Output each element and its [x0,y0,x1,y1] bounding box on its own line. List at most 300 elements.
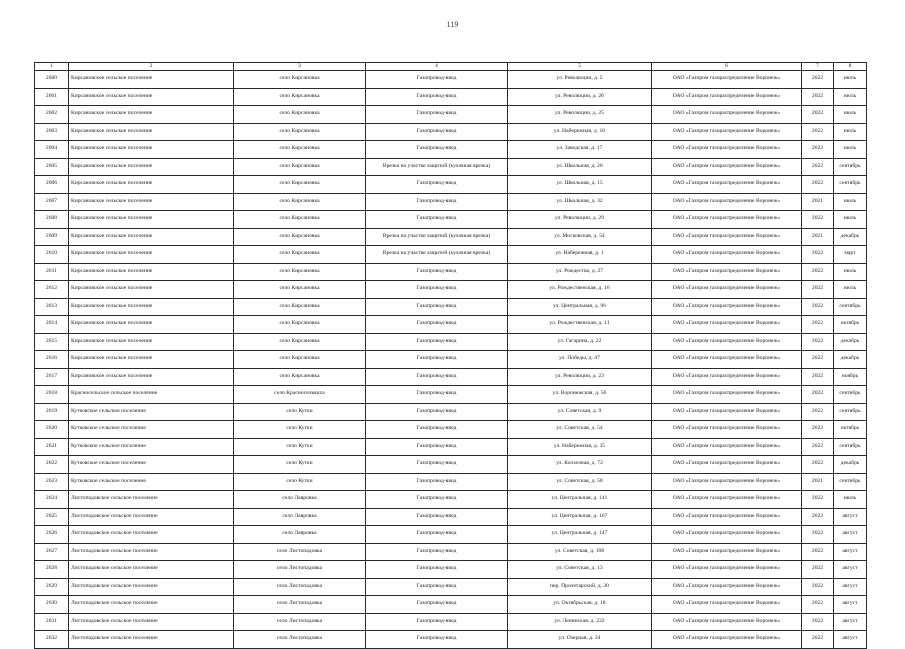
settlement-cell: Кирсановское сельское поселение [69,298,234,316]
year-cell: 2022 [802,491,834,509]
settlement-cell: Листопадовское сельское поселение [69,631,234,649]
header-cell: 5 [508,63,652,71]
row-number-cell: 2619 [35,403,69,421]
table-row [35,386,867,404]
table-row [35,123,867,141]
address-cell: ул. Центральная, д. 141 [508,491,652,509]
month-cell: июль [834,211,867,229]
settlement-cell: Кутковское сельское поселение [69,438,234,456]
owner-cell: ОАО «Газпром газораспределение Воронеж» [652,508,802,526]
settlement-cell: Красносельское сельское поселение [69,386,234,404]
table-row [35,298,867,316]
row-number-cell: 2602 [35,106,69,124]
address-cell: ул. Советская, д. 9 [508,403,652,421]
address-cell: ул. Колхозная, д. 72 [508,456,652,474]
table-row [35,368,867,386]
settlement-cell: Кирсановское сельское поселение [69,333,234,351]
settlement-cell: Кирсановское сельское поселение [69,228,234,246]
owner-cell: ОАО «Газпром газораспределение Воронеж» [652,106,802,124]
village-cell: село Кирсановка [234,316,366,334]
owner-cell: ОАО «Газпром газораспределение Воронеж» [652,123,802,141]
owner-cell: ОАО «Газпром газораспределение Воронеж» [652,211,802,229]
owner-cell: ОАО «Газпром газораспределение Воронеж» [652,246,802,264]
settlement-cell: Кутковское сельское поселение [69,456,234,474]
row-number-cell: 2621 [35,438,69,456]
object-cell: Газопровод-ввод [366,421,508,439]
year-cell: 2022 [802,263,834,281]
object-cell: Врезка на участке защитой (кулачная врезка) [366,158,508,176]
table-row [35,228,867,246]
address-cell: ул. Набережная, д. 35 [508,438,652,456]
village-cell: село Кирсановка [234,193,366,211]
row-number-cell: 2608 [35,211,69,229]
address-cell: ул. Рождественская, д. 11 [508,316,652,334]
address-cell: ул. Советская, д. 54 [508,421,652,439]
settlement-cell: Листопадовское сельское поселение [69,491,234,509]
row-number-cell: 2611 [35,263,69,281]
year-cell: 2022 [802,298,834,316]
table-row [35,613,867,631]
object-cell: Газопровод-ввод [366,298,508,316]
address-cell: пер. Пролетарский, д. 20 [508,578,652,596]
year-cell: 2022 [802,526,834,544]
header-cell: 2 [69,63,234,71]
row-number-cell: 2605 [35,158,69,176]
row-number-cell: 2629 [35,578,69,596]
owner-cell: ОАО «Газпром газораспределение Воронеж» [652,368,802,386]
address-cell: ул. Набережная, д. 10 [508,123,652,141]
month-cell: август [834,508,867,526]
owner-cell: ОАО «Газпром газораспределение Воронеж» [652,561,802,579]
owner-cell: ОАО «Газпром газораспределение Воронеж» [652,421,802,439]
month-cell: ноябрь [834,368,867,386]
year-cell: 2021 [802,473,834,491]
month-cell: июль [834,88,867,106]
year-cell: 2021 [802,193,834,211]
row-number-cell: 2607 [35,193,69,211]
table-row [35,141,867,159]
row-number-cell: 2609 [35,228,69,246]
owner-cell: ОАО «Газпром газораспределение Воронеж» [652,158,802,176]
table-row [35,508,867,526]
table-row [35,351,867,369]
month-cell: август [834,578,867,596]
village-cell: село Лавровка [234,508,366,526]
settlement-cell: Кутковское сельское поселение [69,421,234,439]
settlement-cell: Листопадовское сельское поселение [69,561,234,579]
village-cell: село Кутки [234,438,366,456]
address-cell: ул. Озерная, д. 34 [508,631,652,649]
table-body [35,71,867,649]
row-number-cell: 2632 [35,631,69,649]
row-number-cell: 2624 [35,491,69,509]
object-cell: Врезка на участке защитой (кулачная врезка) [366,228,508,246]
year-cell: 2022 [802,281,834,299]
row-number-cell: 2622 [35,456,69,474]
year-cell: 2022 [802,596,834,614]
owner-cell: ОАО «Газпром газораспределение Воронеж» [652,71,802,89]
village-cell: село Кирсановка [234,158,366,176]
table-row [35,281,867,299]
village-cell: село Листопадовка [234,596,366,614]
table-row [35,456,867,474]
row-number-cell: 2616 [35,351,69,369]
year-cell: 2022 [802,141,834,159]
month-cell: август [834,561,867,579]
object-cell: Газопровод-ввод [366,106,508,124]
settlement-cell: Кутковское сельское поселение [69,473,234,491]
address-cell: ул. Революции, д. 5 [508,71,652,89]
settlement-cell: Кирсановское сельское поселение [69,106,234,124]
year-cell: 2022 [802,211,834,229]
settlement-cell: Кирсановское сельское поселение [69,193,234,211]
owner-cell: ОАО «Газпром газораспределение Воронеж» [652,526,802,544]
village-cell: село Кирсановка [234,211,366,229]
village-cell: село Кирсановка [234,106,366,124]
settlement-cell: Кирсановское сельское поселение [69,88,234,106]
year-cell: 2022 [802,438,834,456]
row-number-cell: 2631 [35,613,69,631]
village-cell: село Кирсановка [234,141,366,159]
year-cell: 2022 [802,578,834,596]
header-cell: 6 [652,63,802,71]
settlement-cell: Листопадовское сельское поселение [69,526,234,544]
owner-cell: ОАО «Газпром газораспределение Воронеж» [652,403,802,421]
settlement-cell: Кутковское сельское поселение [69,403,234,421]
row-number-cell: 2626 [35,526,69,544]
header-cell: 3 [234,63,366,71]
year-cell: 2022 [802,421,834,439]
address-cell: ул. Ленинская, д. 222 [508,613,652,631]
address-cell: ул. Заводская, д. 17 [508,141,652,159]
settlement-cell: Кирсановское сельское поселение [69,263,234,281]
object-cell: Газопровод-ввод [366,176,508,194]
object-cell: Газопровод-ввод [366,263,508,281]
address-cell: ул. Революции, д. 29 [508,211,652,229]
address-cell: ул. Победы, д. 47 [508,351,652,369]
object-cell: Газопровод-ввод [366,543,508,561]
year-cell: 2022 [802,316,834,334]
owner-cell: ОАО «Газпром газораспределение Воронеж» [652,596,802,614]
month-cell: сентябрь [834,438,867,456]
table-row [35,578,867,596]
month-cell: сентябрь [834,473,867,491]
month-cell: август [834,543,867,561]
object-cell: Газопровод-ввод [366,211,508,229]
year-cell: 2022 [802,88,834,106]
address-cell: ул. Центральная, д. 147 [508,526,652,544]
address-cell: ул. Воронежская, д. 56 [508,386,652,404]
object-cell: Газопровод-ввод [366,456,508,474]
table-row [35,473,867,491]
object-cell: Газопровод-ввод [366,368,508,386]
year-cell: 2022 [802,508,834,526]
object-cell: Газопровод-ввод [366,596,508,614]
village-cell: село Кирсановка [234,176,366,194]
table-row [35,333,867,351]
village-cell: село Кирсановка [234,368,366,386]
address-cell: ул. Гагарина, д. 22 [508,333,652,351]
owner-cell: ОАО «Газпром газораспределение Воронеж» [652,193,802,211]
owner-cell: ОАО «Газпром газораспределение Воронеж» [652,141,802,159]
village-cell: село Кирсановка [234,71,366,89]
year-cell: 2022 [802,368,834,386]
owner-cell: ОАО «Газпром газораспределение Воронеж» [652,473,802,491]
row-number-cell: 2603 [35,123,69,141]
header-cell: 4 [366,63,508,71]
month-cell: июль [834,263,867,281]
year-cell: 2022 [802,123,834,141]
village-cell: село Кутки [234,421,366,439]
month-cell: июль [834,193,867,211]
table-row [35,491,867,509]
table-row [35,596,867,614]
address-cell: ул. Рождественская, д. 16 [508,281,652,299]
settlement-cell: Кирсановское сельское поселение [69,123,234,141]
object-cell: Газопровод-ввод [366,403,508,421]
object-cell: Газопровод-ввод [366,438,508,456]
row-number-cell: 2620 [35,421,69,439]
table-row [35,263,867,281]
settlement-cell: Кирсановское сельское поселение [69,158,234,176]
year-cell: 2022 [802,333,834,351]
settlement-cell: Кирсановское сельское поселение [69,368,234,386]
month-cell: октябрь [834,316,867,334]
table-row [35,421,867,439]
month-cell: март [834,246,867,264]
object-cell: Газопровод-ввод [366,333,508,351]
village-cell: село Лавровка [234,491,366,509]
year-cell: 2022 [802,158,834,176]
village-cell: село Листопадовка [234,613,366,631]
village-cell: село Кирсановка [234,263,366,281]
address-cell: ул. Центральная, д. 167 [508,508,652,526]
year-cell: 2022 [802,613,834,631]
year-cell: 2022 [802,176,834,194]
row-number-cell: 2617 [35,368,69,386]
month-cell: июль [834,123,867,141]
month-cell: сентябрь [834,176,867,194]
address-cell: ул. Советская, д. 58 [508,473,652,491]
table-row [35,176,867,194]
object-cell: Газопровод-ввод [366,193,508,211]
header-cell: 7 [802,63,834,71]
month-cell: август [834,526,867,544]
object-cell: Газопровод-ввод [366,578,508,596]
year-cell: 2021 [802,228,834,246]
year-cell: 2022 [802,631,834,649]
village-cell: село Кирсановка [234,123,366,141]
year-cell: 2022 [802,403,834,421]
year-cell: 2022 [802,456,834,474]
table-row [35,316,867,334]
village-cell: село Красносельчиха [234,386,366,404]
owner-cell: ОАО «Газпром газораспределение Воронеж» [652,263,802,281]
month-cell: июль [834,141,867,159]
row-number-cell: 2600 [35,71,69,89]
address-cell: ул. Центральная, д. 96 [508,298,652,316]
registry-table [34,62,867,649]
month-cell: сентябрь [834,386,867,404]
owner-cell: ОАО «Газпром газораспределение Воронеж» [652,386,802,404]
object-cell: Газопровод-ввод [366,561,508,579]
object-cell: Газопровод-ввод [366,141,508,159]
row-number-cell: 2604 [35,141,69,159]
object-cell: Газопровод-ввод [366,526,508,544]
settlement-cell: Кирсановское сельское поселение [69,71,234,89]
table-row [35,543,867,561]
village-cell: село Кирсановка [234,298,366,316]
owner-cell: ОАО «Газпром газораспределение Воронеж» [652,316,802,334]
page-number: 119 [446,20,459,29]
address-cell: ул. Революции, д. 26 [508,88,652,106]
year-cell: 2022 [802,561,834,579]
month-cell: август [834,596,867,614]
object-cell: Газопровод-ввод [366,491,508,509]
village-cell: село Листопадовка [234,631,366,649]
row-number-cell: 2606 [35,176,69,194]
header-cell: 8 [834,63,867,71]
village-cell: село Кутки [234,403,366,421]
owner-cell: ОАО «Газпром газораспределение Воронеж» [652,281,802,299]
year-cell: 2022 [802,351,834,369]
month-cell: июль [834,491,867,509]
month-cell: август [834,631,867,649]
year-cell: 2022 [802,71,834,89]
object-cell: Газопровод-ввод [366,123,508,141]
owner-cell: ОАО «Газпром газораспределение Воронеж» [652,438,802,456]
month-cell: август [834,613,867,631]
month-cell: июль [834,71,867,89]
object-cell: Газопровод-ввод [366,316,508,334]
table-row [35,631,867,649]
owner-cell: ОАО «Газпром газораспределение Воронеж» [652,333,802,351]
row-number-cell: 2601 [35,88,69,106]
settlement-cell: Кирсановское сельское поселение [69,281,234,299]
table-row [35,158,867,176]
village-cell: село Кирсановка [234,88,366,106]
address-cell: ул. Набережная, д. 1 [508,246,652,264]
owner-cell: ОАО «Газпром газораспределение Воронеж» [652,491,802,509]
address-cell: ул. Советская, д. 13 [508,561,652,579]
row-number-cell: 2618 [35,386,69,404]
settlement-cell: Листопадовское сельское поселение [69,596,234,614]
month-cell: июль [834,106,867,124]
table-row [35,71,867,89]
header-cell: 1 [35,63,69,71]
row-number-cell: 2623 [35,473,69,491]
row-number-cell: 2625 [35,508,69,526]
owner-cell: ОАО «Газпром газораспределение Воронеж» [652,631,802,649]
table-row [35,211,867,229]
year-cell: 2022 [802,106,834,124]
address-cell: ул. Школьная, д. 32 [508,193,652,211]
object-cell: Газопровод-ввод [366,281,508,299]
row-number-cell: 2613 [35,298,69,316]
address-cell: ул. Рождества, д. 27 [508,263,652,281]
month-cell: декабрь [834,456,867,474]
object-cell: Газопровод-ввод [366,473,508,491]
village-cell: село Кирсановка [234,281,366,299]
row-number-cell: 2614 [35,316,69,334]
address-cell: ул. Школьная, д. 26 [508,158,652,176]
village-cell: село Кирсановка [234,228,366,246]
month-cell: декабрь [834,333,867,351]
village-cell: село Кирсановка [234,246,366,264]
object-cell: Газопровод-ввод [366,631,508,649]
village-cell: село Листопадовка [234,543,366,561]
address-cell: ул. Московская, д. 54 [508,228,652,246]
object-cell: Газопровод-ввод [366,88,508,106]
settlement-cell: Кирсановское сельское поселение [69,176,234,194]
village-cell: село Кирсановка [234,333,366,351]
owner-cell: ОАО «Газпром газораспределение Воронеж» [652,298,802,316]
village-cell: село Кутки [234,456,366,474]
header-row [35,63,867,71]
settlement-cell: Листопадовское сельское поселение [69,508,234,526]
month-cell: сентябрь [834,298,867,316]
owner-cell: ОАО «Газпром газораспределение Воронеж» [652,176,802,194]
object-cell: Газопровод-ввод [366,351,508,369]
table-row [35,526,867,544]
row-number-cell: 2612 [35,281,69,299]
owner-cell: ОАО «Газпром газораспределение Воронеж» [652,578,802,596]
table-row [35,403,867,421]
row-number-cell: 2627 [35,543,69,561]
address-cell: ул. Революции, д. 23 [508,368,652,386]
settlement-cell: Листопадовское сельское поселение [69,613,234,631]
object-cell: Газопровод-ввод [366,71,508,89]
object-cell: Газопровод-ввод [366,386,508,404]
year-cell: 2022 [802,386,834,404]
owner-cell: ОАО «Газпром газораспределение Воронеж» [652,88,802,106]
month-cell: октябрь [834,421,867,439]
table-row [35,438,867,456]
settlement-cell: Кирсановское сельское поселение [69,351,234,369]
village-cell: село Кирсановка [234,351,366,369]
month-cell: сентябрь [834,158,867,176]
village-cell: село Листопадовка [234,561,366,579]
address-cell: ул. Советская, д. 108 [508,543,652,561]
table-row [35,246,867,264]
row-number-cell: 2630 [35,596,69,614]
settlement-cell: Кирсановское сельское поселение [69,141,234,159]
village-cell: село Кутки [234,473,366,491]
settlement-cell: Листопадовское сельское поселение [69,543,234,561]
table-row [35,193,867,211]
owner-cell: ОАО «Газпром газораспределение Воронеж» [652,351,802,369]
row-number-cell: 2628 [35,561,69,579]
settlement-cell: Кирсановское сельское поселение [69,246,234,264]
address-cell: ул. Революции, д. 25 [508,106,652,124]
address-cell: ул. Октябрьская, д. 18 [508,596,652,614]
table-row [35,561,867,579]
owner-cell: ОАО «Газпром газораспределение Воронеж» [652,228,802,246]
settlement-cell: Кирсановское сельское поселение [69,316,234,334]
table-row [35,106,867,124]
month-cell: декабрь [834,351,867,369]
table-row [35,88,867,106]
address-cell: ул. Школьная, д. 15 [508,176,652,194]
owner-cell: ОАО «Газпром газораспределение Воронеж» [652,456,802,474]
village-cell: село Лавровка [234,526,366,544]
month-cell: сентябрь [834,403,867,421]
owner-cell: ОАО «Газпром газораспределение Воронеж» [652,613,802,631]
object-cell: Газопровод-ввод [366,508,508,526]
row-number-cell: 2610 [35,246,69,264]
month-cell: июль [834,281,867,299]
village-cell: село Листопадовка [234,578,366,596]
